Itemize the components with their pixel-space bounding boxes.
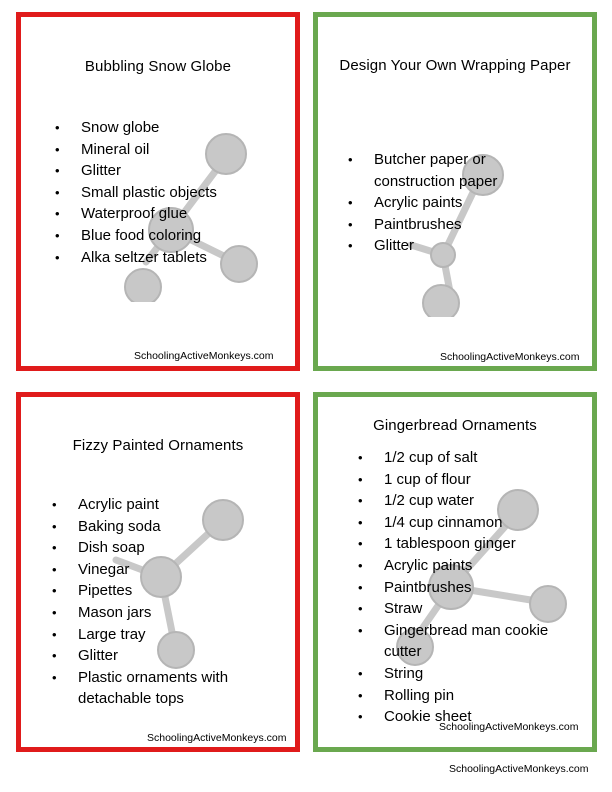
card-wrapping-paper xyxy=(313,12,597,371)
card-footer: SchoolingActiveMonkeys.com xyxy=(439,721,579,733)
list-item: • 1/2 cup of salt xyxy=(358,447,583,469)
card-title: Fizzy Painted Ornaments xyxy=(72,437,244,454)
list-item: • Small plastic objects xyxy=(55,182,217,204)
list-item: • Pipettes xyxy=(52,580,262,602)
page-footer: SchoolingActiveMonkeys.com xyxy=(449,763,589,775)
supply-list xyxy=(55,117,217,268)
list-item: • Straw xyxy=(358,598,583,620)
list-item: • Waterproof glue xyxy=(55,203,217,225)
list-item: • Acrylic paints xyxy=(348,192,558,214)
list-item: • Rolling pin xyxy=(358,685,583,707)
list-item: • Paintbrushes xyxy=(358,577,583,599)
card-bubbling-snow-globe xyxy=(16,12,300,371)
list-item: • Alka seltzer tablets xyxy=(55,247,217,269)
list-item: • 1 cup of flour xyxy=(358,469,583,491)
list-item: • 1 tablespoon ginger xyxy=(358,533,583,555)
list-item: • 1/2 cup water xyxy=(358,490,583,512)
list-item: • Cookie sheet xyxy=(358,706,583,728)
list-item: • Baking soda xyxy=(52,516,262,538)
card-footer: SchoolingActiveMonkeys.com xyxy=(147,732,287,744)
list-item: • Dish soap xyxy=(52,537,262,559)
card-footer: SchoolingActiveMonkeys.com xyxy=(440,351,580,363)
list-item: • Snow globe xyxy=(55,117,217,139)
card-footer: SchoolingActiveMonkeys.com xyxy=(134,350,274,362)
list-item: • Acrylic paints xyxy=(358,555,583,577)
list-item: • String xyxy=(358,663,583,685)
list-item: • 1/4 cup cinnamon xyxy=(358,512,583,534)
list-item: • Glitter xyxy=(348,235,558,257)
card-title: Design Your Own Wrapping Paper xyxy=(339,57,571,74)
list-item: • Vinegar xyxy=(52,559,262,581)
list-item: • Acrylic paint xyxy=(52,494,262,516)
list-item: • Large tray xyxy=(52,624,262,646)
supply-list xyxy=(52,494,262,710)
list-item: • Glitter xyxy=(52,645,262,667)
list-item: • Plastic ornaments with detachable tops xyxy=(52,667,262,710)
list-item: • Mineral oil xyxy=(55,139,217,161)
supply-list xyxy=(348,149,558,257)
list-item: • Gingerbread man cookie cutter xyxy=(358,620,583,663)
card-gingerbread-ornaments xyxy=(313,392,597,752)
list-item: • Mason jars xyxy=(52,602,262,624)
card-title: Gingerbread Ornaments xyxy=(373,417,537,434)
supply-list xyxy=(358,447,583,728)
list-item: • Butcher paper or construction paper xyxy=(348,149,558,192)
list-item: • Glitter xyxy=(55,160,217,182)
list-item: • Blue food coloring xyxy=(55,225,217,247)
card-title: Bubbling Snow Globe xyxy=(84,58,232,75)
card-fizzy-ornaments xyxy=(16,392,300,752)
list-item: • Paintbrushes xyxy=(348,214,558,236)
